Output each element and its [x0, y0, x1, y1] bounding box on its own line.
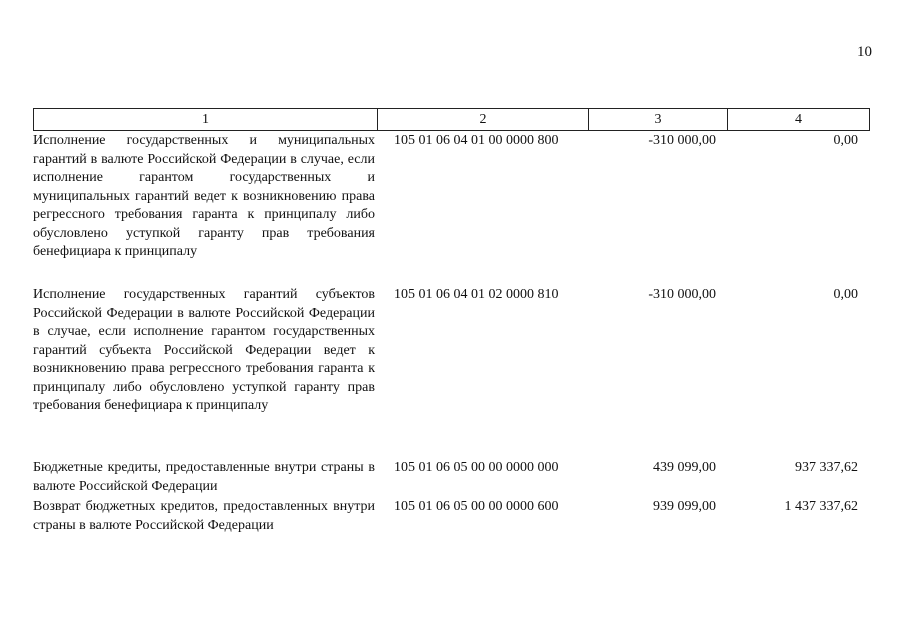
- row-value-3: 939 099,00: [653, 499, 716, 514]
- row-description: Исполнение государственных и муниципальных гарантий в валюте Российской Федерации в случае, если исполнение гарантом государственных и муниципальных гарантий ведет к возникновению права регрессного требования гаранта к принципалу либо обусловлено уступкой гаранту прав требования бенефициара к принципалу: [33, 133, 375, 259]
- page-number: 10: [857, 44, 872, 60]
- row-description: Возврат бюджетных кредитов, предоставленных внутри страны в валюте Российской Федерации: [33, 499, 375, 533]
- header-row: [34, 109, 870, 131]
- row-code: 105 01 06 05 00 00 0000 000: [394, 460, 559, 475]
- header-col-4: 4: [728, 109, 870, 131]
- row-value-4: 0,00: [833, 287, 858, 302]
- row-value-4: 937 337,62: [795, 460, 858, 475]
- header-col-1: 1: [34, 109, 378, 131]
- row-code: 105 01 06 05 00 00 0000 600: [394, 499, 559, 514]
- header-col-2: 2: [378, 109, 589, 131]
- row-value-4: 1 437 337,62: [784, 499, 858, 514]
- table-header: [33, 108, 870, 131]
- row-value-3: -310 000,00: [648, 287, 716, 302]
- header-col-3: 3: [589, 109, 728, 131]
- row-value-4: 0,00: [833, 133, 858, 148]
- row-code: 105 01 06 04 01 00 0000 800: [394, 133, 559, 148]
- row-code: 105 01 06 04 01 02 0000 810: [394, 287, 559, 302]
- row-description: Бюджетные кредиты, предоставленные внутри страны в валюте Российской Федерации: [33, 460, 375, 494]
- row-value-3: -310 000,00: [648, 133, 716, 148]
- row-value-3: 439 099,00: [653, 460, 716, 475]
- row-description: Исполнение государственных гарантий субъектов Российской Федерации в валюте Российской Федерации в случае, если исполнение гарантом государственных гарантий субъекта Российской Федерации ведет к возникновению права регрессного требования гаранта к принципалу либо обусловлено уступкой гаранту прав требования бенефициара к принципалу: [33, 287, 375, 413]
